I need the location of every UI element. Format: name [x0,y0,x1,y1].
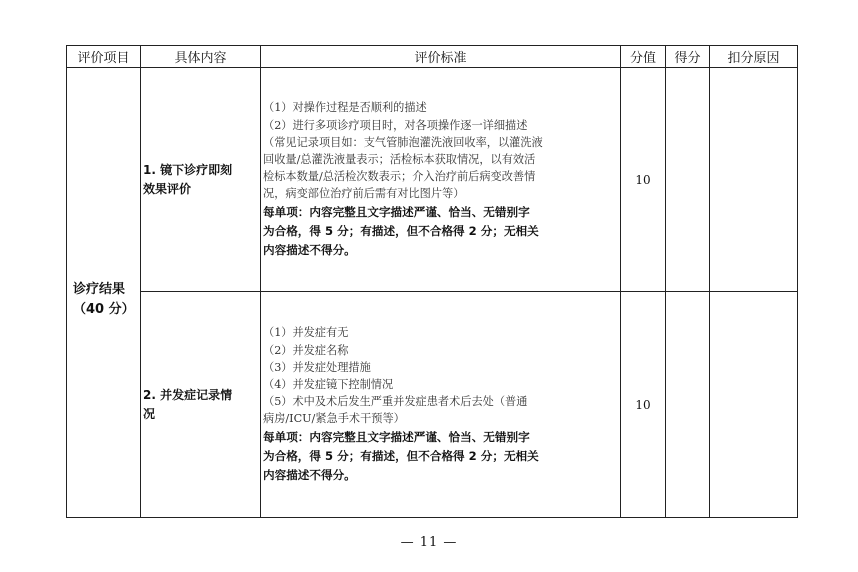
table-row [67,292,798,518]
group-label: 诊疗结果 [73,281,126,297]
content-line: 1. 镜下诊疗即刻 [143,162,233,177]
header-score: 分值 [621,46,666,68]
content-cell [141,292,261,518]
deduction-reason-cell[interactable] [710,292,798,518]
group-points: （40 分） [73,301,135,317]
evaluation-table [66,45,798,518]
scoring-rule-line: 每单项：内容完整且文字描述严谨、恰当、无错别字 [263,429,530,444]
header-content: 具体内容 [141,46,261,68]
criteria-cell [261,292,621,518]
scoring-rule-line: 内容描述不得分。 [263,242,356,257]
criteria-line: 况，病变部位治疗前后需有对比图片等） [263,187,465,201]
score-cell: 10 [621,68,666,292]
criteria-line: （5）术中及术后发生严重并发症患者术后去处（普通 [263,395,528,409]
header-row [67,46,798,68]
obtained-score-cell[interactable] [666,292,710,518]
criteria-line: （3）并发症处理措施 [263,360,371,374]
criteria-line: （2）进行多项诊疗项目时，对各项操作逐一详细描述 [263,118,528,132]
header-obtained: 得分 [666,46,710,68]
criteria-line: （1）对操作过程是否顺利的描述 [263,101,427,115]
content-cell [141,68,261,292]
deduction-reason-cell[interactable] [710,68,798,292]
content-line: 效果评价 [143,181,192,196]
scoring-rule-line: 为合格，得 5 分；有描述，但不合格得 2 分；无相关 [263,223,539,238]
criteria-line: 检标本数量/总活检次数表示；介入治疗前后病变改善情 [263,170,536,184]
header-deduction-reason: 扣分原因 [710,46,798,68]
header-criteria: 评价标准 [261,46,621,68]
criteria-line: （1）并发症有无 [263,326,349,340]
criteria-line: 回收量/总灌洗液量表示；活检标本获取情况，以有效活 [263,153,536,166]
criteria-line: 病房/ICU/紧急手术干预等） [263,412,405,426]
obtained-score-cell[interactable] [666,68,710,292]
criteria-cell [261,68,621,292]
group-label-cell [67,68,141,518]
criteria-line: （4）并发症镜下控制情况 [263,378,394,391]
content-line: 2. 并发症记录情 [143,387,233,402]
criteria-line: （2）并发症名称 [263,343,349,357]
scoring-rule-line: 为合格，得 5 分；有描述，但不合格得 2 分；无相关 [263,448,539,463]
scoring-rule-line: 每单项：内容完整且文字描述严谨、恰当、无错别字 [263,204,530,219]
content-line: 况 [143,406,156,421]
scoring-rule-line: 内容描述不得分。 [263,467,356,482]
header-eval-item: 评价项目 [67,46,141,68]
page-number: — 11 — [400,535,458,550]
table-row [67,68,798,292]
score-cell: 10 [621,292,666,518]
criteria-line: （常见记录项目如：支气管肺泡灌洗液回收率，以灌洗液 [263,135,543,149]
